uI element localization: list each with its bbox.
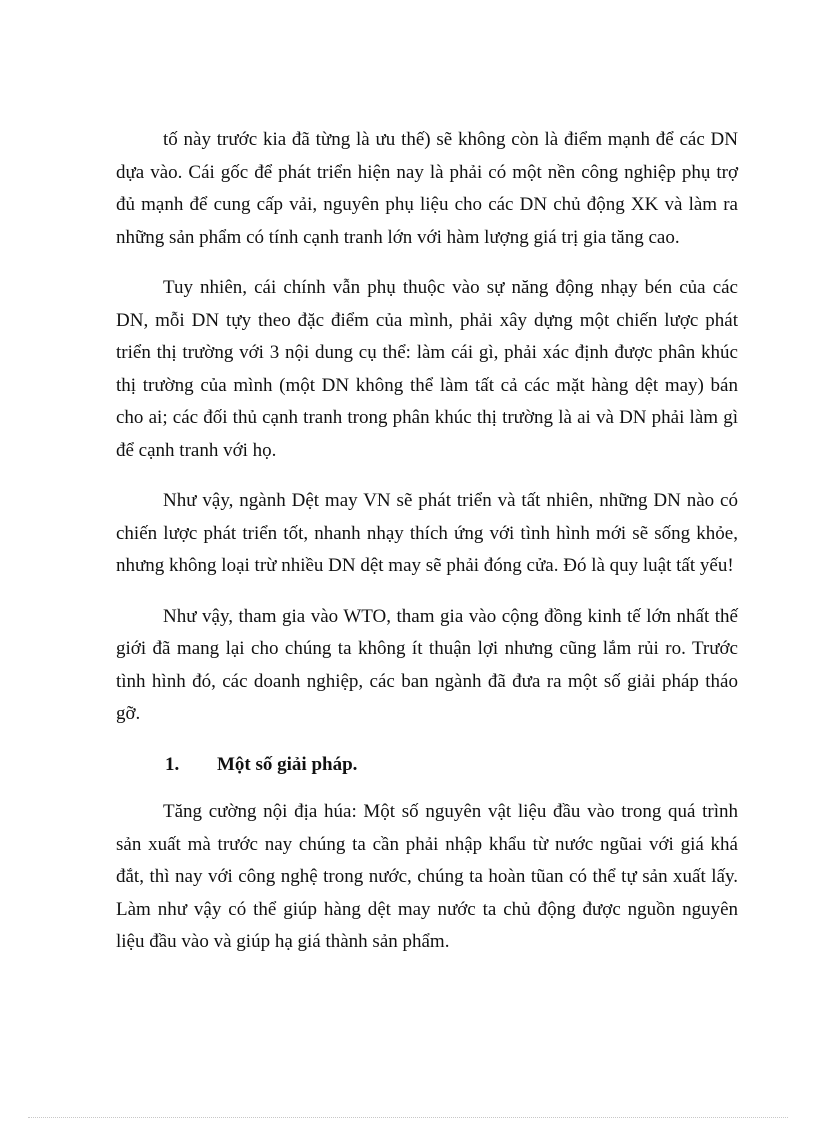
paragraph-solution: Tăng cường nội địa húa: Một số nguyên vật liệu đầu vào trong quá trình sản xuất mà trước nay chúng ta cần phải nhập khẩu từ nước ngũai với giá khá đắt, thì nay với công nghệ trong nước, chúng ta hoàn tũan có thể tự sản xuất lấy. Làm như vậy có thể giúp hàng dệt may nước ta chủ động được nguồn nguyên liệu đầu vào và giúp hạ giá thành sản phẩm. bbox=[116, 801, 738, 952]
section-number: 1. bbox=[165, 753, 180, 775]
paragraph-wto: Như vậy, tham gia vào WTO, tham gia vào cộng đồng kinh tế lớn nhất thế giới đã mang lại cho chúng ta không ít thuận lợi nhưng cũng lắm rủi ro. Trước tình hình đó, các doanh nghiệp, các ban ngành đã đưa ra một số giải pháp tháo gỡ. bbox=[116, 605, 738, 724]
paragraph-strategy: Tuy nhiên, cái chính vẫn phụ thuộc vào sự năng động nhạy bén của các DN, mỗi DN tựy theo đặc điểm của mình, phải xây dựng một chiến lược phát triển thị trường với 3 nội dung cụ thể: làm cái gì, phải xác định được phân khúc thị trường của mình (một DN không thể làm tất cả các mặt hàng dệt may) bán cho ai; các đối thủ cạnh tranh trong phân khúc thị trường là ai và DN phải làm gì để cạnh tranh với họ. bbox=[116, 277, 738, 461]
section-heading bbox=[116, 749, 738, 782]
paragraph-outlook: Như vậy, ngành Dệt may VN sẽ phát triển và tất nhiên, những DN nào có chiến lược phát triển tốt, nhanh nhạy thích ứng với tình hình mới sẽ sống khỏe, nhưng không loại trừ nhiều DN dệt may sẽ phải đóng cửa. Đó là quy luật tất yếu! bbox=[116, 490, 738, 576]
document-body bbox=[116, 124, 738, 977]
paragraph-continuation: tố này trước kia đã từng là ưu thế) sẽ không còn là điểm mạnh để các DN dựa vào. Cái gốc để phát triển hiện nay là phải có một nền công nghiệp phụ trợ đủ mạnh để cung cấp vải, nguyên phụ liệu cho các DN chủ động XK và làm ra những sản phẩm có tính cạnh tranh lớn với hàm lượng giá trị gia tăng cao. bbox=[116, 129, 738, 248]
section-title: Một số giải pháp. bbox=[217, 753, 358, 775]
footer-divider bbox=[28, 1117, 788, 1118]
